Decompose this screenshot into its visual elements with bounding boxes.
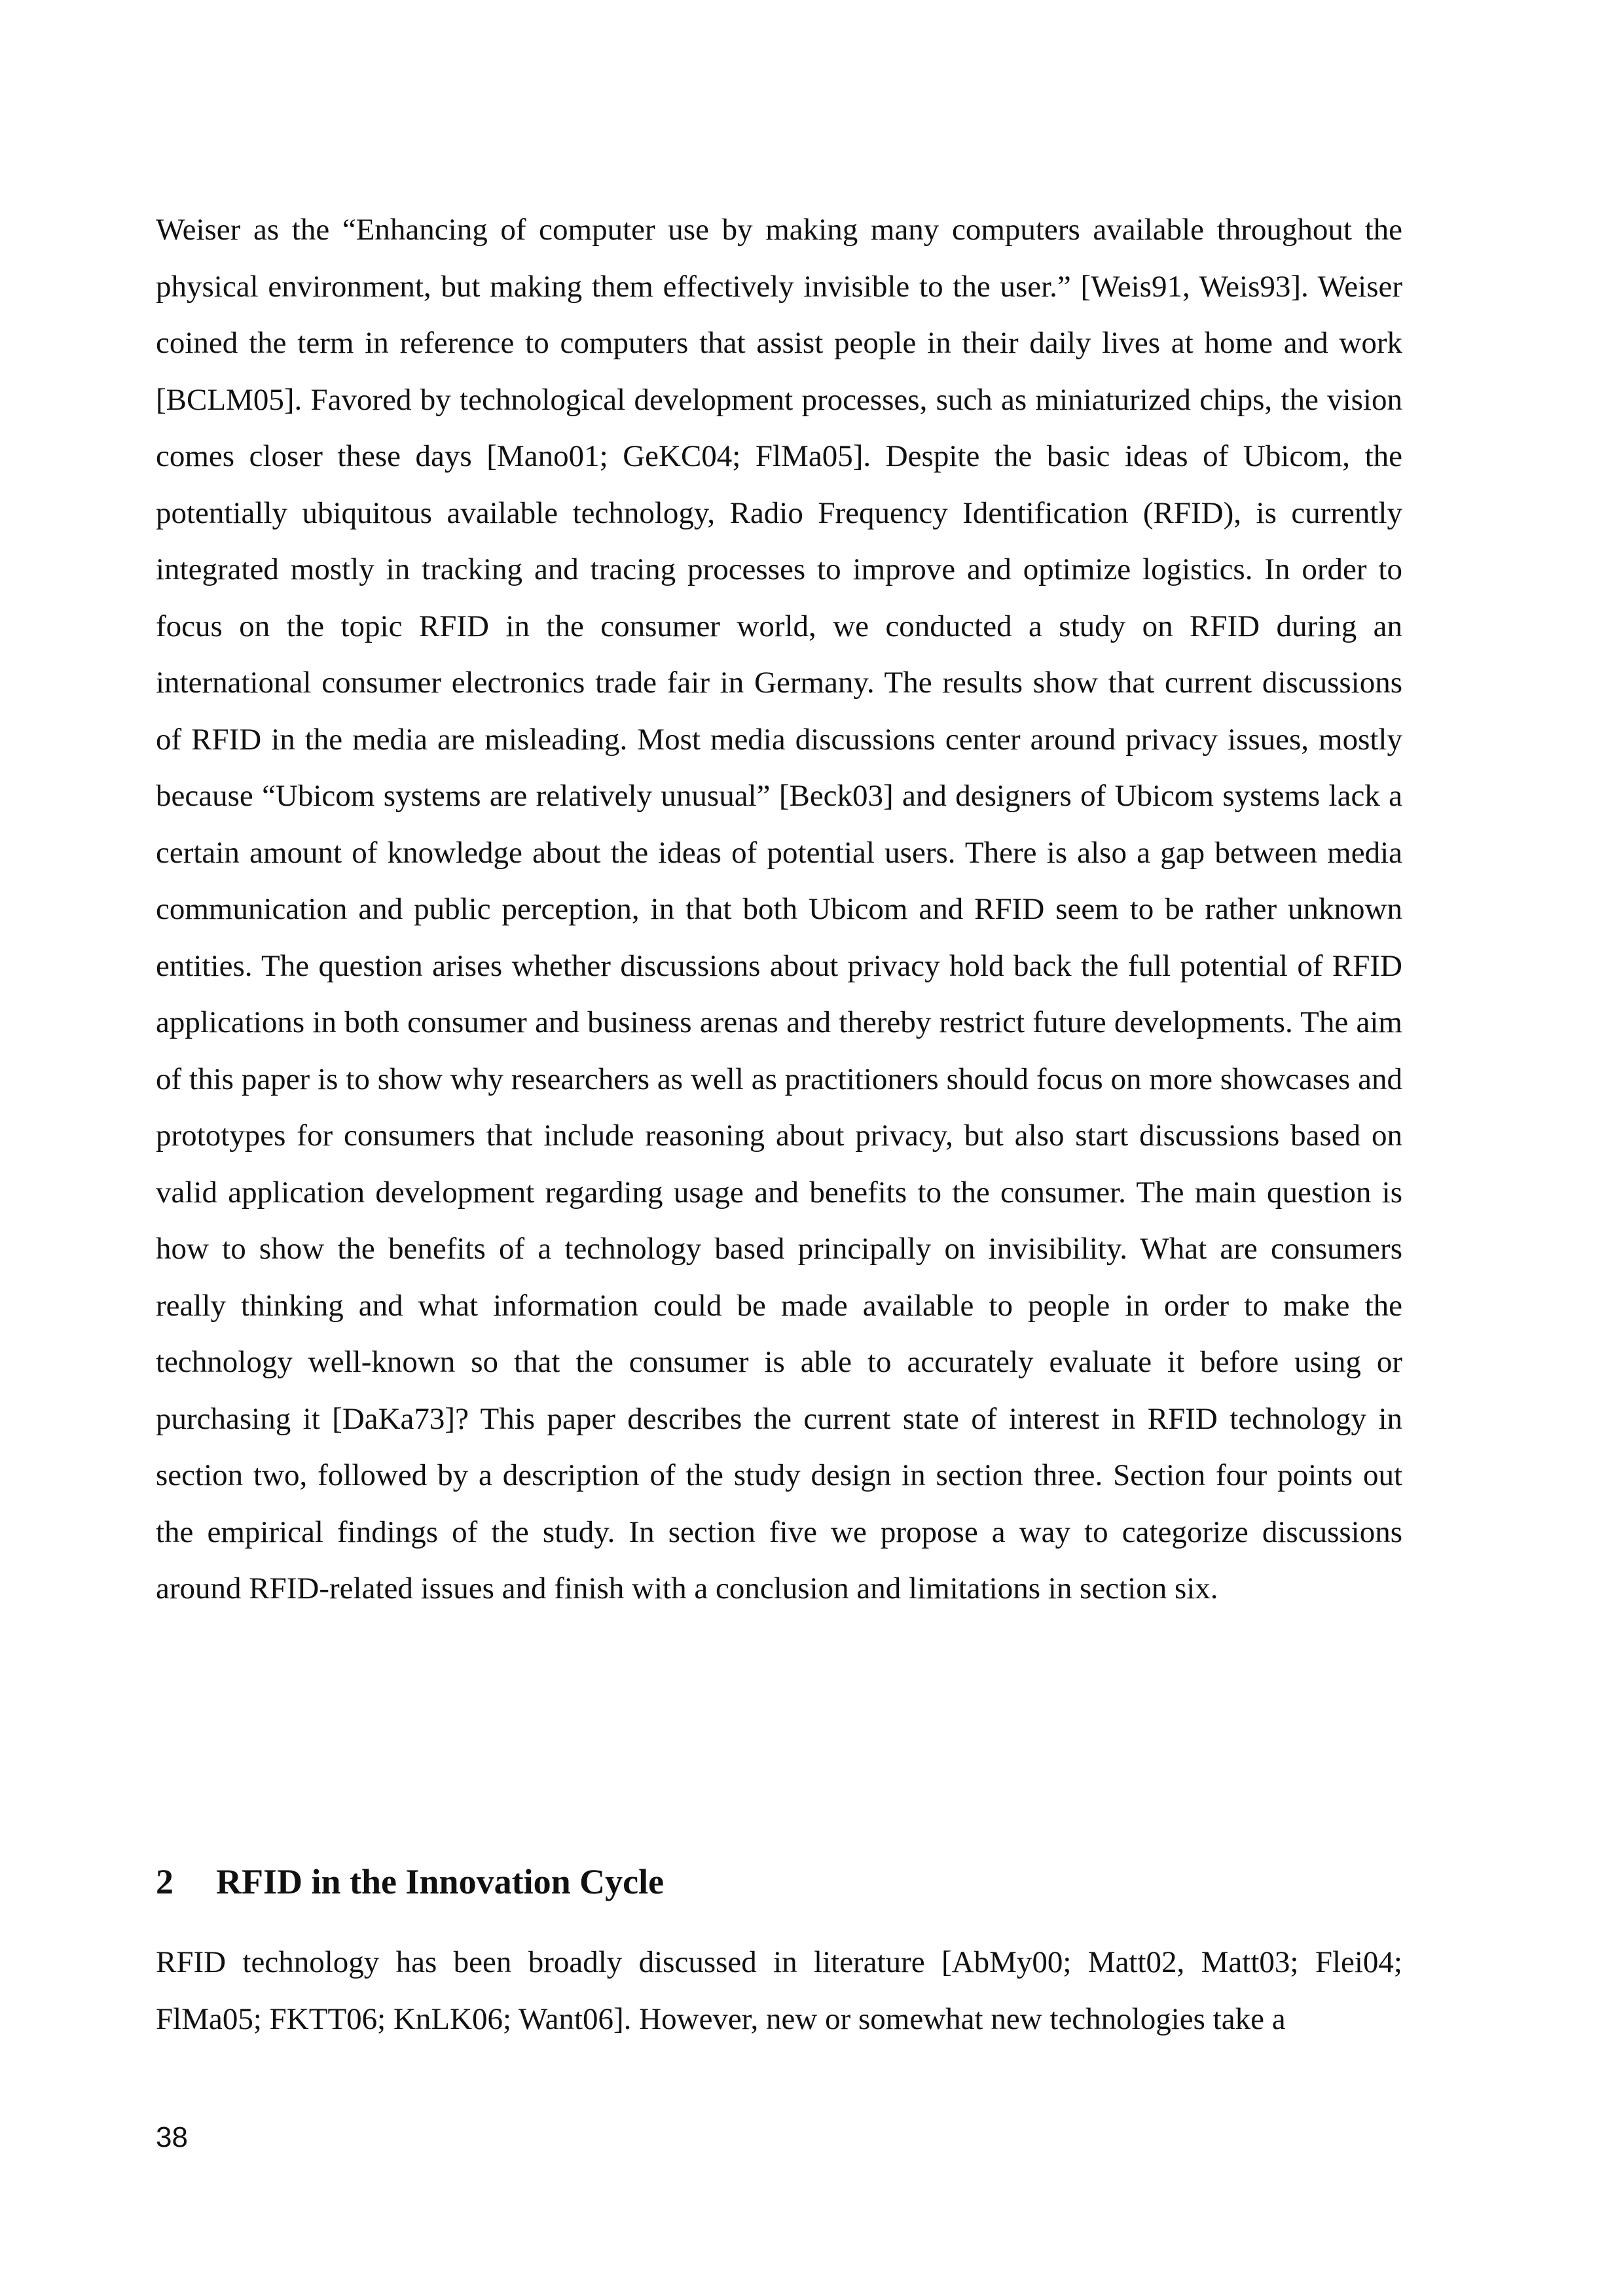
section-paragraph: RFID technology has been broadly discussed in literature [AbMy00; Matt02, Matt03; Flei04; FlMa05; FKTT06; KnLK06; Want06]. However, new or somewhat new technologies take a — [156, 1945, 1402, 2036]
intro-paragraph: Weiser as the “Enhancing of computer use by making many computers available throughout the physical environment, but making them effectively invisible to the user.” [Weis91, Weis93]. Weiser coined the term in reference to computers that assist people in their daily lives at home and work [BCLM05]. Favored by technological development processes, such as miniaturized chips, the vision comes closer these days [Mano01; GeKC04; FlMa05]. Despite the basic ideas of Ubicom, the potentially ubiquitous available technology, Radio Frequency Identification (RFID), is currently integrated mostly in tracking and tracing processes to improve and optimize logistics. In order to focus on the topic RFID in the consumer world, we conducted a study on RFID during an international consumer electronics trade fair in Germany. The results show that current discussions of RFID in the media are misleading. Most media discussions center around privacy issues, mostly because “Ubicom systems are relatively unusual” [Beck03] and designers of Ubicom systems lack a certain amount of knowledge about the ideas of potential users. There is also a gap between media communication and public perception, in that both Ubicom and RFID seem to be rather unknown entities. The question arises whether discussions about privacy hold back the full potential of RFID applications in both consumer and business arenas and thereby restrict future developments. The aim of this paper is to show why researchers as well as practitioners should focus on more showcases and prototypes for consumers that include reasoning about privacy, but also start discussions based on valid application development regarding usage and benefits to the consumer. The main question is how to show the benefits of a technology based principally on invisibility. What are consumers really thinking and what information could be made available to people in order to make the technology well-known so that the consumer is able to accurately evaluate it before using or purchasing it [DaKa73]? This paper describes the current state of interest in RFID technology in section two, followed by a description of the study design in section three. Section four points out the empirical findings of the study. In section five we propose a way to categorize discussions around RFID-related issues and finish with a conclusion and limitations in section six. — [156, 213, 1402, 1605]
page-number: 38 — [156, 2121, 188, 2153]
section-number: 2 — [156, 1862, 173, 1901]
section-title: RFID in the Innovation Cycle — [216, 1862, 665, 1901]
section-heading — [156, 1859, 664, 1905]
